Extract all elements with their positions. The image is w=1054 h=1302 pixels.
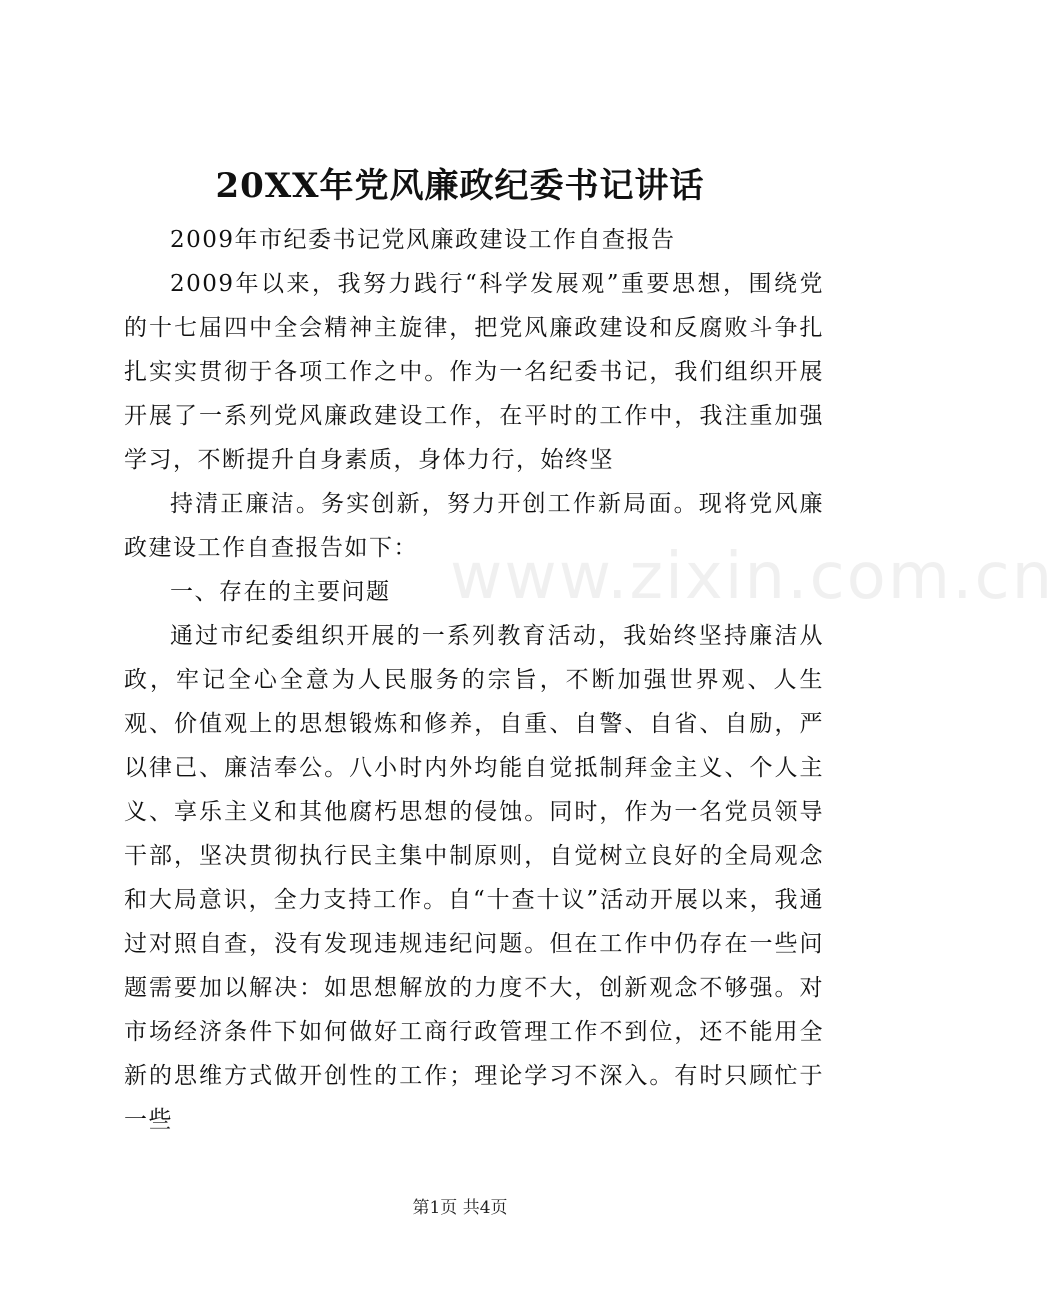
paragraph-continuation: 持清正廉洁。务实创新，努力开创工作新局面。现将党风廉政建设工作自查报告如下： — [124, 491, 824, 561]
watermark-text: www.zixin.com.cn — [450, 540, 1054, 614]
page-footer: 第1页 共4页 — [412, 1198, 508, 1218]
document-body — [124, 218, 824, 1142]
paragraph-subtitle: 2009年市纪委书记党风廉政建设工作自查报告 — [170, 227, 676, 253]
paragraph-intro: 2009年以来，我努力践行“科学发展观”重要思想，围绕党的十七届四中全会精神主旋律，把党风廉政建设和反腐败斗争扎扎实实贯彻于各项工作之中。作为一名纪委书记，我们组织开展开展了一系列党风廉政建设工作，在平时的工作中，我注重加强学习，不断提升自身素质，身体力行，始终坚 — [124, 271, 824, 473]
section-heading: 一、存在的主要问题 — [170, 579, 391, 605]
document-title: 20XX年党风廉政纪委书记讲话 — [215, 166, 705, 206]
paragraph-problems: 通过市纪委组织开展的一系列教育活动，我始终坚持廉洁从政，牢记全心全意为人民服务的宗旨，不断加强世界观、人生观、价值观上的思想锻炼和修养，自重、自警、自省、自励，严以律己、廉洁奉公。八小时内外均能自觉抵制拜金主义、个人主义、享乐主义和其他腐朽思想的侵蚀。同时，作为一名党员领导干部，坚决贯彻执行民主集中制原则，自觉树立良好的全局观念和大局意识，全力支持工作。自“十查十议”活动开展以来，我通过对照自查，没有发现违规违纪问题。但在工作中仍存在一些问题需要加以解决：如思想解放的力度不大，创新观念不够强。对市场经济条件下如何做好工商行政管理工作不到位，还不能用全新的思维方式做开创性的工作；理论学习不深入。有时只顾忙于一些 — [124, 623, 824, 1133]
